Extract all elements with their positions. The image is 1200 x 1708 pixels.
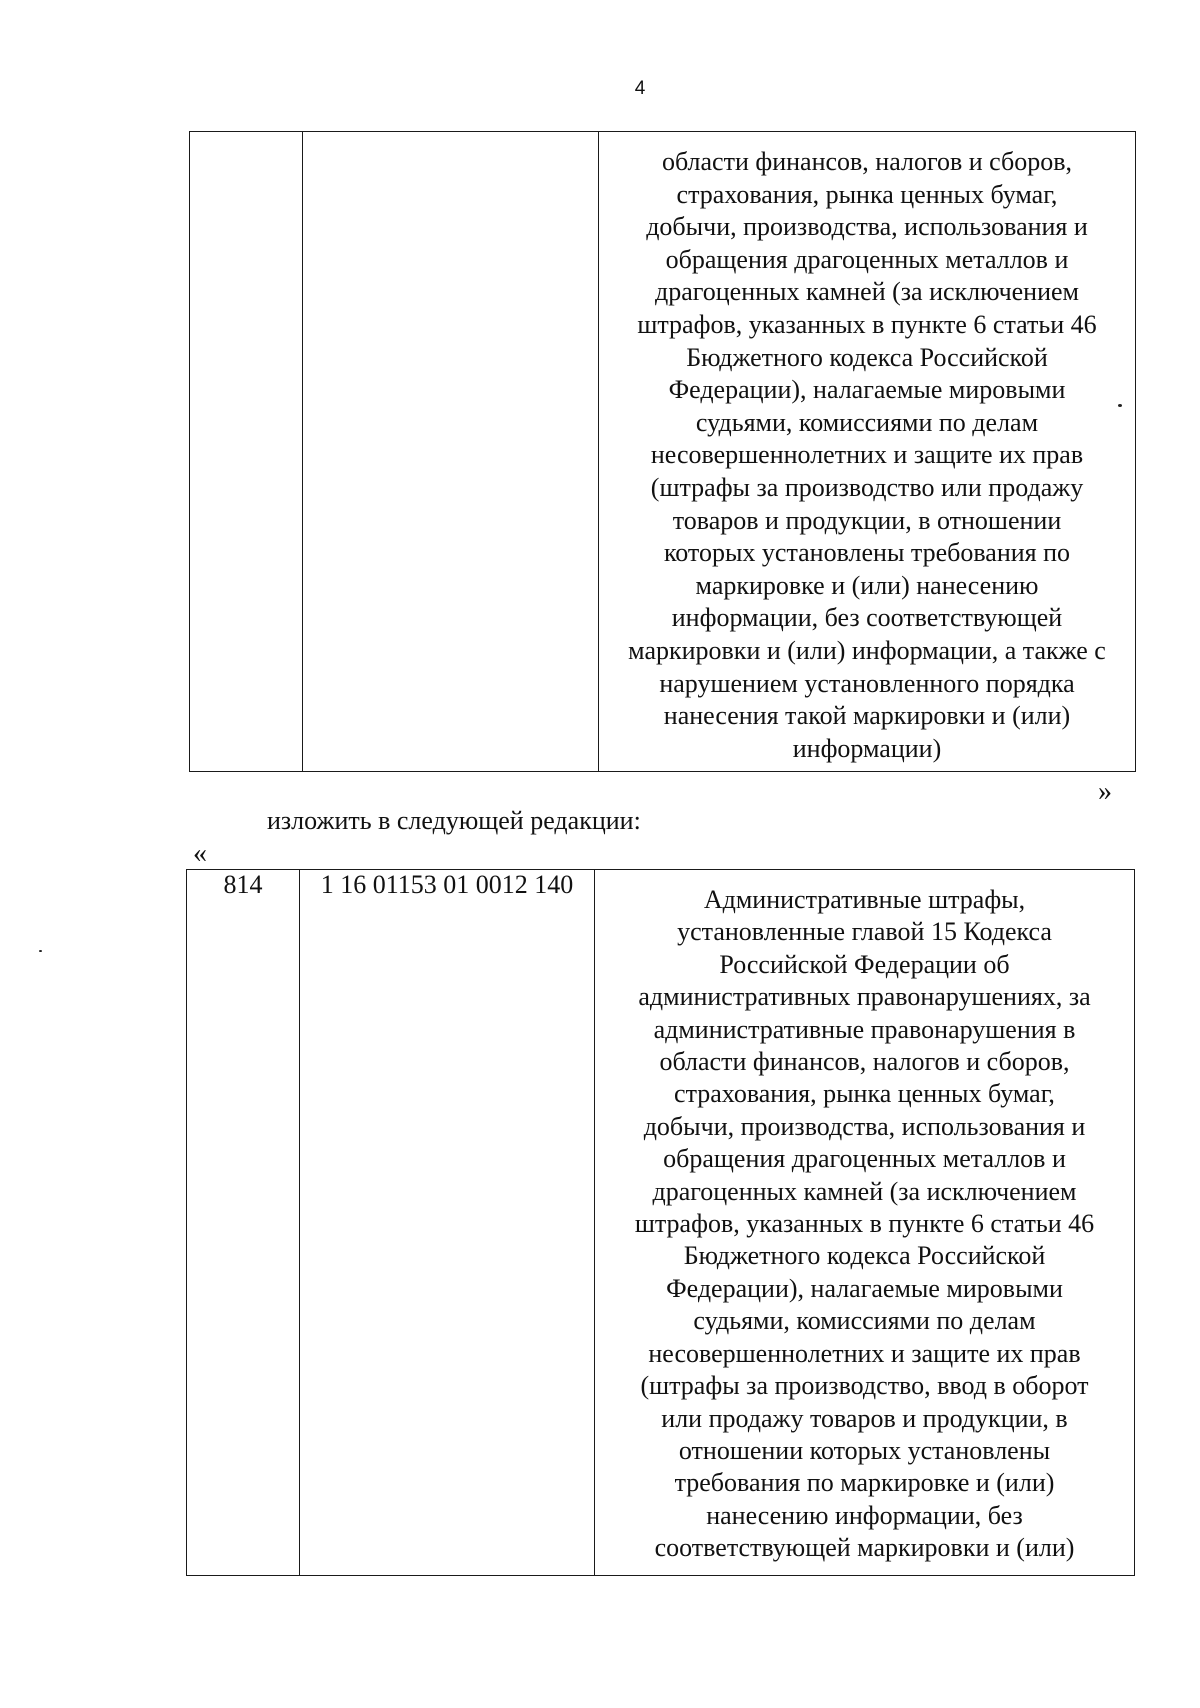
description-line: несовершеннолетних и защите их прав	[648, 1338, 1081, 1368]
description-line: информации)	[792, 733, 942, 763]
description-line: добычи, производства, использования и	[643, 1111, 1086, 1141]
number-cell: 814	[187, 870, 300, 1576]
description-line: (штрафы за производство, ввод в оборот	[640, 1371, 1089, 1401]
description-line: обращения драгоценных металлов и	[663, 1144, 1066, 1174]
scan-speck	[1118, 404, 1122, 407]
description-line: или продажу товаров и продукции, в	[661, 1403, 1068, 1433]
description-line: товаров и продукции, в отношении	[672, 505, 1062, 535]
description-line: установленные главой 15 Кодекса	[677, 917, 1052, 947]
instruction-text: изложить в следующей редакции:	[267, 806, 641, 835]
table-row	[187, 870, 1135, 1576]
description-line: нарушением установленного порядка	[659, 668, 1075, 698]
table-row	[190, 132, 1136, 772]
scan-speck	[39, 950, 42, 952]
description-line: информации, без соответствующей	[671, 603, 1063, 633]
code-cell	[303, 132, 599, 772]
description-line: штрафов, указанных в пункте 6 статьи 46	[637, 309, 1097, 339]
table-before	[189, 131, 1136, 772]
description-line: нанесению информации, без	[706, 1500, 1023, 1530]
description-line: административных правонарушениях, за	[638, 982, 1091, 1012]
description-line: маркировке и (или) нанесению	[695, 570, 1039, 600]
description-line: Федерации), налагаемые мировыми	[666, 1273, 1063, 1303]
description-line: которых установлены требования по	[663, 538, 1071, 568]
description-line: Бюджетного кодекса Российской	[683, 1241, 1046, 1271]
description-cell	[599, 132, 1136, 772]
description-line: маркировки и (или) информации, а также с	[628, 635, 1106, 665]
description-line: административные правонарушения в	[653, 1014, 1076, 1044]
description-line: страхования, рынка ценных бумаг,	[676, 179, 1058, 209]
number-cell	[190, 132, 303, 772]
description-line: судьями, комиссиями по делам	[693, 1306, 1036, 1336]
description-line: Бюджетного кодекса Российской	[686, 342, 1048, 372]
description-line: судьями, комиссиями по делам	[695, 407, 1039, 437]
description-line: нанесения такой маркировки и (или)	[663, 701, 1071, 731]
description-line: требования по маркировке и (или)	[674, 1468, 1055, 1498]
description-line: Российской Федерации об	[719, 949, 1010, 979]
description-line: соответствующей маркировки и (или)	[654, 1533, 1075, 1563]
description-line: области финансов, налогов и сборов,	[661, 147, 1073, 176]
description-line: отношении которых установлены	[678, 1435, 1051, 1465]
description-line: несовершеннолетних и защите их прав	[650, 440, 1084, 470]
code-cell: 1 16 01153 01 0012 140	[300, 870, 595, 1576]
description-line: Административные штрафы,	[703, 885, 1026, 914]
table-after	[186, 869, 1135, 1576]
description-line: области финансов, налогов и сборов,	[659, 1047, 1070, 1077]
closing-quote: »	[1098, 776, 1112, 807]
description-line: страхования, рынка ценных бумаг,	[674, 1079, 1055, 1109]
description-line: штрафов, указанных в пункте 6 статьи 46	[634, 1209, 1095, 1239]
description-line: обращения драгоценных металлов и	[665, 244, 1069, 274]
opening-quote: «	[193, 838, 207, 869]
description-cell	[595, 870, 1135, 1576]
page-number: 4	[634, 78, 646, 99]
description-line: (штрафы за производство или продажу	[650, 472, 1084, 502]
description-line: драгоценных камней (за исключением	[654, 277, 1080, 307]
description-line: драгоценных камней (за исключением	[652, 1176, 1077, 1206]
description-line: Федерации), налагаемые мировыми	[668, 375, 1066, 405]
description-line: добычи, производства, использования и	[646, 212, 1088, 242]
